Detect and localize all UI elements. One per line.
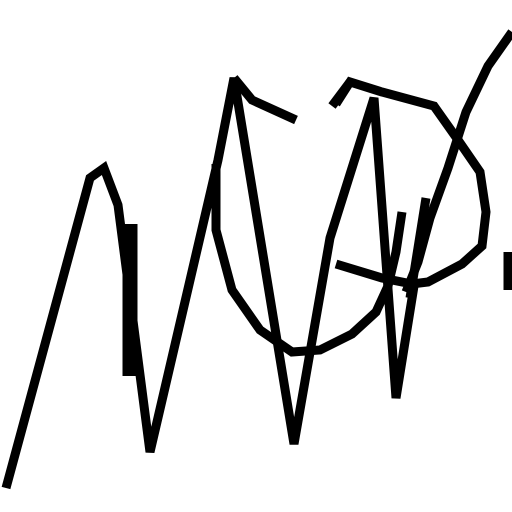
circle-loop-stroke (216, 164, 402, 352)
left-peak-stroke (6, 78, 414, 488)
far-right-diagonal-stroke (406, 32, 512, 292)
